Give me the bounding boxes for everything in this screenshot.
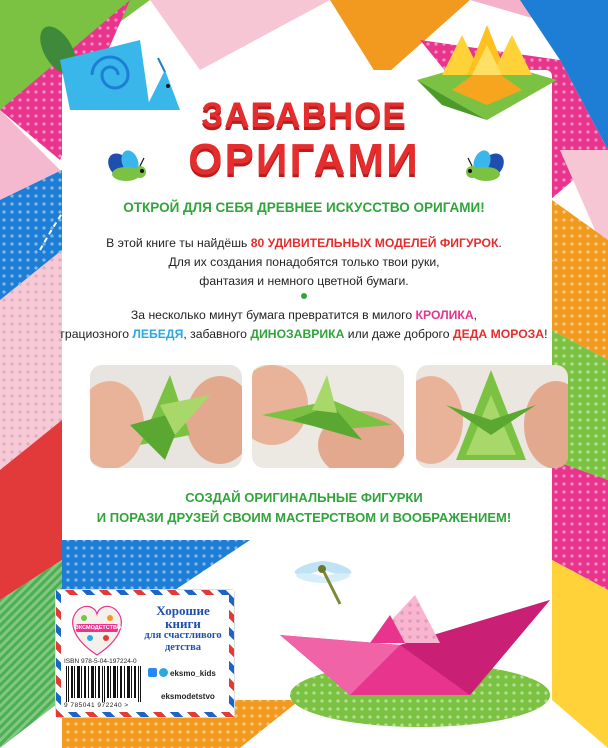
social-handle-1: eksmo_kids [170,669,216,678]
bug-right-icon [462,146,514,186]
figures-text: , забавного [183,327,251,341]
intro-text: Для их создания понадобятся только твои руки, [168,255,440,269]
figures-text: ! [544,327,548,341]
folding-photo-1 [90,365,242,468]
barcode-icon [64,666,144,702]
book-title-line2: ОРИГАМИ [188,135,420,184]
highlight-dino: ДИНОЗАВРИКА [250,327,345,341]
intro-text: фантазия и немного цветной бумаги. [199,274,409,288]
intro-text: . [498,236,502,250]
isbn: ISBN 978-5-04-197224-0 [64,658,137,665]
seal-text: ЭКСМОДЕТСТВО [74,625,122,631]
telegram-icon [159,668,168,677]
vk-icon [148,668,157,677]
figures-text: За несколько минут бумага превратится в милого [130,308,416,322]
highlight-swan: ЛЕБЕДЯ [132,327,184,341]
closing-line-2: И ПОРАЗИ ДРУЗЕЙ СВОИМ МАСТЕРСТВОМ И ВООБРАЖЕНИЕМ! [96,510,512,525]
slogan-line-4: детства [165,642,201,653]
slogan-line-2: книги [165,616,201,631]
figures-text: или даже доброго [344,327,453,341]
paragraph-intro [0,234,608,291]
figures-text: , [473,308,478,322]
figures-text: грациозного [60,327,133,341]
closing-line-1: СОЗДАЙ ОРИГИНАЛЬНЫЕ ФИГУРКИ [185,490,423,505]
card-slogan [138,604,228,654]
subtitle: ОТКРОЙ ДЛЯ СЕБЯ ДРЕВНЕЕ ИСКУССТВО ОРИГАМИ! [123,200,485,215]
intro-text: В этой книге ты найдёшь [106,236,251,250]
barcode-number: 9 785041 972240 > [64,702,129,709]
slogan-line-1: Хорошие [156,603,210,618]
highlight-santa: ДЕДА МОРОЗА [452,327,545,341]
closing-text [0,488,608,528]
separator-dot [301,293,307,299]
social-handle-2: eksmodetstvo [161,692,215,701]
social-vk-telegram [148,668,216,678]
publisher-card [56,590,234,717]
folding-photo-2 [252,365,404,468]
bug-left-icon [98,146,150,186]
book-title-line1: ЗАБАВНОЕ [201,96,407,135]
paragraph-figures [0,306,608,344]
origami-boat-icon [270,585,560,730]
folding-photo-3 [416,365,568,468]
highlight-rabbit: КРОЛИКА [415,308,474,322]
slogan-line-3: для счастливого [144,630,222,641]
highlight-80-models: 80 УДИВИТЕЛЬНЫХ МОДЕЛЕЙ ФИГУРОК [250,236,499,250]
